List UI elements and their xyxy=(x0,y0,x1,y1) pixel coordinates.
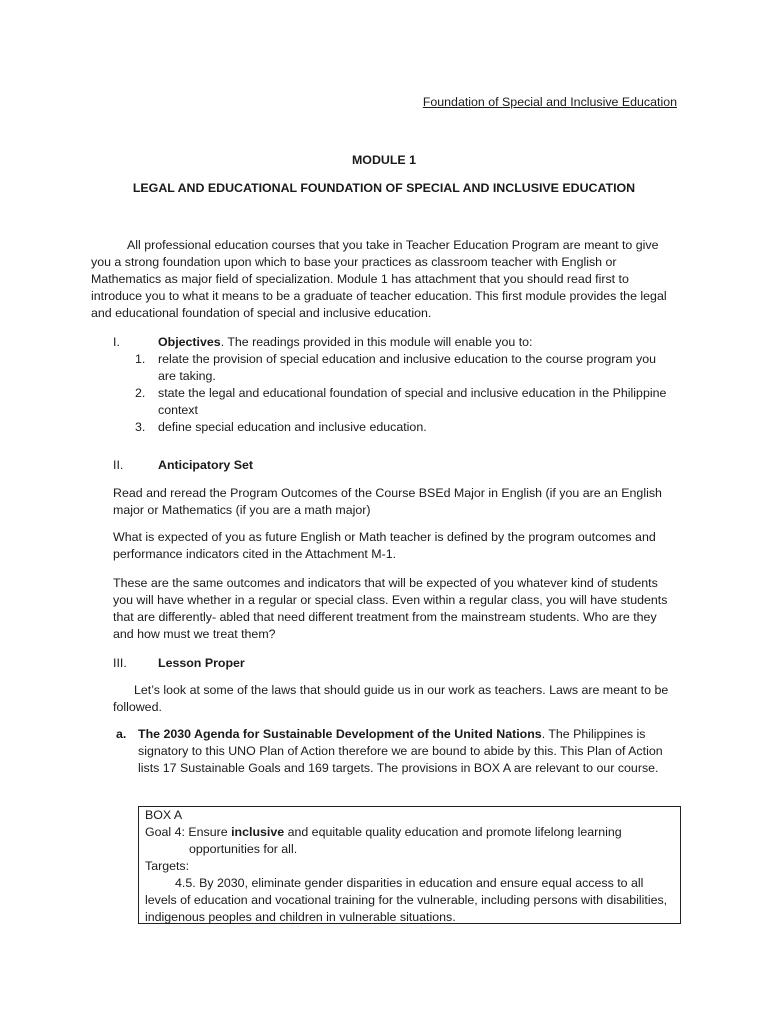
anticipatory-paragraph-3: These are the same outcomes and indicators that will be expected of you whatever kind of students you will have whether in a regular or special class. Even within a regular class, you will have students that are differently- abled that need different treatment from the mainstream students. Who are they and how must we treat them? xyxy=(113,576,668,641)
box-a-target xyxy=(145,875,676,926)
module-number: MODULE 1 xyxy=(351,153,417,167)
list-item-number: 3. xyxy=(135,420,146,434)
list-item-number: 2. xyxy=(135,386,146,400)
section-1-number: I. xyxy=(113,335,120,349)
section-1-title: Objectives xyxy=(158,335,221,349)
goal-bold: inclusive xyxy=(231,825,285,839)
intro-paragraph xyxy=(91,237,681,322)
list-item-text: relate the provision of special education and inclusive education to the course program you are taking. xyxy=(158,352,656,383)
box-a-label: BOX A xyxy=(145,808,183,822)
anticipatory-paragraph-2: What is expected of you as future English or Math teacher is defined by the program outcomes and performance indicators cited in the Attachment M-1. xyxy=(113,530,656,561)
target-text: 4.5. By 2030, eliminate gender disparities in education and ensure equal access to all levels of education and vocational training for the vulnerable, including persons with disabilities, indigenous peoples and children in vulnerable situations. xyxy=(145,876,668,924)
item-a-letter: a. xyxy=(116,727,127,741)
list-item xyxy=(135,351,675,385)
running-header-title: Foundation of Special and Inclusive Education xyxy=(422,95,677,109)
item-a-title: The 2030 Agenda for Sustainable Development of the United Nations xyxy=(138,727,542,741)
goal-prefix: Goal 4: Ensure xyxy=(145,825,232,839)
lesson-intro-text: Let’s look at some of the laws that should guide us in our work as teachers. Laws are meant to be followed. xyxy=(113,683,669,714)
intro-text: All professional education courses that you take in Teacher Education Program are meant to give you a strong foundation upon which to base your practices as classroom teacher with English or Mathematics as major field of specialization. Module 1 has attachment that you should read first to introduce you to what it means to be a graduate of teacher education. This first module provides the legal and educational foundation of special and inclusive education. xyxy=(91,238,667,320)
objectives-list xyxy=(135,351,675,436)
list-item xyxy=(135,419,675,436)
section-1-lead: . The readings provided in this module will enable you to: xyxy=(220,335,533,349)
box-a-targets-label: Targets: xyxy=(145,859,190,873)
box-a-goal-continuation: opportunities for all. xyxy=(189,842,298,856)
list-item-text: state the legal and educational foundation of special and inclusive education in the Philippine context xyxy=(158,386,667,417)
goal-rest: and equitable quality education and promote lifelong learning xyxy=(284,825,622,839)
item-a-paragraph xyxy=(138,726,678,777)
box-a-goal xyxy=(145,824,676,841)
section-3-number: III. xyxy=(113,656,127,670)
section-1-heading xyxy=(158,334,532,351)
list-item xyxy=(135,385,675,419)
anticipatory-paragraph-1: Read and reread the Program Outcomes of the Course BSEd Major in English (if you are an English major or Mathematics (if you are a math major) xyxy=(113,486,662,517)
section-2-title: Anticipatory Set xyxy=(158,458,254,472)
list-item-text: define special education and inclusive education. xyxy=(158,420,427,434)
section-2-number: II. xyxy=(113,458,124,472)
box-a xyxy=(138,806,681,924)
module-title: LEGAL AND EDUCATIONAL FOUNDATION OF SPECIAL AND INCLUSIVE EDUCATION xyxy=(132,181,636,195)
lesson-intro-paragraph xyxy=(113,682,678,716)
section-3-title: Lesson Proper xyxy=(158,656,245,670)
list-item-number: 1. xyxy=(135,352,146,366)
item-a-text: . The Philippines is signatory to this UNO Plan of Action therefore we are bound to abide by this. This Plan of Action lists 17 Sustainable Goals and 169 targets. The provisions in BOX A are relevant to our course. xyxy=(138,727,663,775)
